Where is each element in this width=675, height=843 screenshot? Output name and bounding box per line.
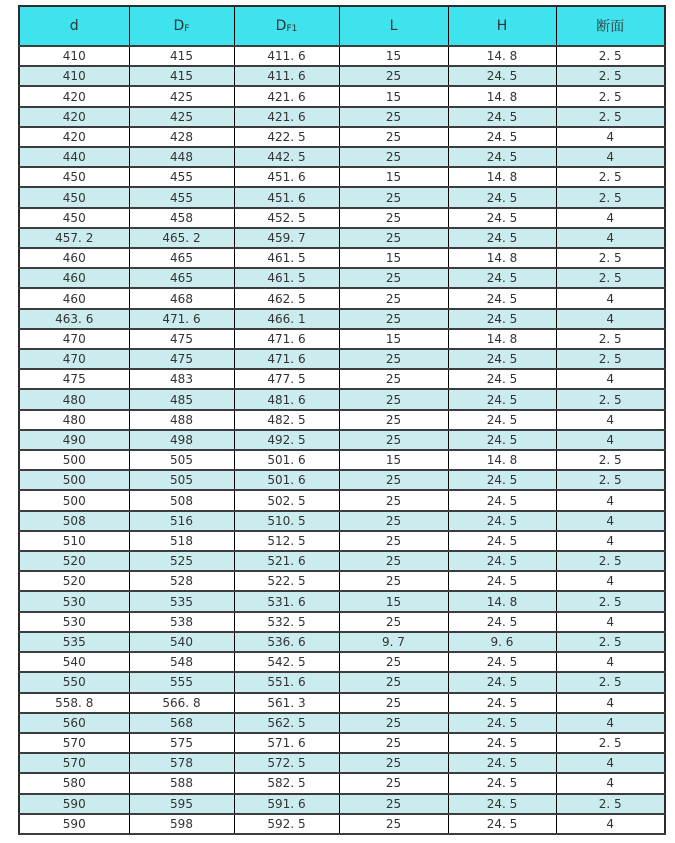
table-row	[19, 127, 665, 147]
table-cell: 535	[129, 591, 234, 611]
table-body	[19, 46, 665, 834]
table-cell: 9. 7	[339, 632, 448, 652]
table-row	[19, 450, 665, 470]
table-cell: 4	[556, 693, 665, 713]
table-cell: 500	[19, 450, 129, 470]
table-cell: 25	[339, 288, 448, 308]
table-cell: 2. 5	[556, 551, 665, 571]
table-cell: 25	[339, 66, 448, 86]
table-cell: 4	[556, 309, 665, 329]
table-cell: 500	[19, 470, 129, 490]
table-cell: 2. 5	[556, 794, 665, 814]
table-cell: 4	[556, 612, 665, 632]
table-row	[19, 248, 665, 268]
table-cell: 566. 8	[129, 693, 234, 713]
table-cell: 451. 6	[234, 187, 339, 207]
table-cell: 415	[129, 66, 234, 86]
table-cell: 4	[556, 511, 665, 531]
table-cell: 482. 5	[234, 410, 339, 430]
table-cell: 24. 5	[448, 814, 556, 834]
column-header-d	[19, 6, 129, 46]
table-cell: 516	[129, 511, 234, 531]
table-cell: 471. 6	[234, 329, 339, 349]
table-row	[19, 268, 665, 288]
column-header-label: D	[173, 18, 185, 34]
column-header-label: D	[275, 18, 287, 34]
table-cell: 505	[129, 470, 234, 490]
table-row	[19, 167, 665, 187]
table-row	[19, 733, 665, 753]
table-cell: 2. 5	[556, 591, 665, 611]
table-cell: 562. 5	[234, 713, 339, 733]
table-cell: 24. 5	[448, 652, 556, 672]
column-header-label: H	[496, 18, 508, 34]
column-header-subscript: F1	[286, 24, 298, 34]
table-row	[19, 208, 665, 228]
table-cell: 455	[129, 167, 234, 187]
table-row	[19, 753, 665, 773]
table-cell: 440	[19, 147, 129, 167]
table-cell: 14. 8	[448, 46, 556, 66]
table-cell: 4	[556, 753, 665, 773]
table-cell: 420	[19, 127, 129, 147]
table-cell: 24. 5	[448, 733, 556, 753]
table-row	[19, 794, 665, 814]
table-cell: 24. 5	[448, 187, 556, 207]
table-row	[19, 693, 665, 713]
table-cell: 570	[19, 753, 129, 773]
table-cell: 25	[339, 794, 448, 814]
table-cell: 2. 5	[556, 66, 665, 86]
table-cell: 25	[339, 187, 448, 207]
table-cell: 465. 2	[129, 228, 234, 248]
table-cell: 25	[339, 107, 448, 127]
table-cell: 582. 5	[234, 773, 339, 793]
table-cell: 25	[339, 713, 448, 733]
table-cell: 9. 6	[448, 632, 556, 652]
table-cell: 450	[19, 208, 129, 228]
table-cell: 25	[339, 127, 448, 147]
table-cell: 2. 5	[556, 187, 665, 207]
table-cell: 24. 5	[448, 208, 556, 228]
table-cell: 598	[129, 814, 234, 834]
table-cell: 521. 6	[234, 551, 339, 571]
table-row	[19, 187, 665, 207]
table-cell: 24. 5	[448, 713, 556, 733]
table-cell: 24. 5	[448, 773, 556, 793]
table-cell: 24. 5	[448, 268, 556, 288]
table-cell: 24. 5	[448, 369, 556, 389]
table-header	[19, 6, 665, 46]
table-cell: 2. 5	[556, 86, 665, 106]
table-row	[19, 470, 665, 490]
table-cell: 4	[556, 430, 665, 450]
table-cell: 4	[556, 814, 665, 834]
table-cell: 470	[19, 349, 129, 369]
table-cell: 465	[129, 268, 234, 288]
table-cell: 24. 5	[448, 147, 556, 167]
table-cell: 561. 3	[234, 693, 339, 713]
table-row	[19, 652, 665, 672]
table-cell: 588	[129, 773, 234, 793]
table-cell: 24. 5	[448, 571, 556, 591]
table-cell: 24. 5	[448, 430, 556, 450]
table-cell: 490	[19, 430, 129, 450]
column-header-df1	[234, 6, 339, 46]
table-cell: 510. 5	[234, 511, 339, 531]
column-header-duanmian	[556, 6, 665, 46]
table-cell: 483	[129, 369, 234, 389]
table-cell: 25	[339, 612, 448, 632]
table-cell: 25	[339, 652, 448, 672]
table-cell: 470	[19, 329, 129, 349]
table-cell: 2. 5	[556, 167, 665, 187]
table-cell: 525	[129, 551, 234, 571]
table-row	[19, 571, 665, 591]
table-cell: 442. 5	[234, 147, 339, 167]
table-cell: 2. 5	[556, 248, 665, 268]
table-cell: 15	[339, 167, 448, 187]
table-cell: 2. 5	[556, 470, 665, 490]
table-cell: 2. 5	[556, 450, 665, 470]
table-cell: 558. 8	[19, 693, 129, 713]
table-cell: 411. 6	[234, 46, 339, 66]
column-header-label: d	[69, 18, 79, 34]
table-row	[19, 531, 665, 551]
table-cell: 461. 5	[234, 248, 339, 268]
table-cell: 25	[339, 410, 448, 430]
table-cell: 4	[556, 571, 665, 591]
table-cell: 481. 6	[234, 389, 339, 409]
table-cell: 4	[556, 773, 665, 793]
table-row	[19, 814, 665, 834]
table-cell: 2. 5	[556, 329, 665, 349]
table-cell: 530	[19, 591, 129, 611]
table-cell: 24. 5	[448, 389, 556, 409]
table-cell: 24. 5	[448, 107, 556, 127]
table-cell: 15	[339, 329, 448, 349]
table-cell: 475	[19, 369, 129, 389]
table-cell: 14. 8	[448, 329, 556, 349]
table-row	[19, 107, 665, 127]
table-cell: 460	[19, 268, 129, 288]
table-cell: 4	[556, 369, 665, 389]
table-cell: 24. 5	[448, 127, 556, 147]
table-cell: 480	[19, 389, 129, 409]
table-cell: 24. 5	[448, 490, 556, 510]
table-cell: 560	[19, 713, 129, 733]
table-cell: 590	[19, 814, 129, 834]
table-row	[19, 369, 665, 389]
table-cell: 14. 8	[448, 591, 556, 611]
table-cell: 4	[556, 652, 665, 672]
table-cell: 485	[129, 389, 234, 409]
table-cell: 25	[339, 389, 448, 409]
table-cell: 535	[19, 632, 129, 652]
table-cell: 528	[129, 571, 234, 591]
table-cell: 518	[129, 531, 234, 551]
table-cell: 24. 5	[448, 511, 556, 531]
table-cell: 488	[129, 410, 234, 430]
table-cell: 572. 5	[234, 753, 339, 773]
table-cell: 2. 5	[556, 349, 665, 369]
table-row	[19, 591, 665, 611]
table-cell: 421. 6	[234, 86, 339, 106]
table-cell: 4	[556, 288, 665, 308]
table-cell: 4	[556, 490, 665, 510]
table-cell: 542. 5	[234, 652, 339, 672]
table-cell: 4	[556, 410, 665, 430]
table-cell: 512. 5	[234, 531, 339, 551]
table-cell: 468	[129, 288, 234, 308]
table-cell: 4	[556, 127, 665, 147]
table-cell: 15	[339, 86, 448, 106]
table-row	[19, 349, 665, 369]
table-cell: 24. 5	[448, 531, 556, 551]
table-cell: 15	[339, 450, 448, 470]
table-cell: 410	[19, 66, 129, 86]
table-cell: 501. 6	[234, 470, 339, 490]
table-cell: 532. 5	[234, 612, 339, 632]
table-cell: 459. 7	[234, 228, 339, 248]
table-cell: 460	[19, 248, 129, 268]
table-cell: 14. 8	[448, 450, 556, 470]
table-row	[19, 410, 665, 430]
table-cell: 2. 5	[556, 632, 665, 652]
table-cell: 4	[556, 713, 665, 733]
table-row	[19, 551, 665, 571]
table-cell: 530	[19, 612, 129, 632]
table-cell: 25	[339, 773, 448, 793]
table-cell: 575	[129, 733, 234, 753]
table-cell: 25	[339, 208, 448, 228]
table-cell: 595	[129, 794, 234, 814]
table-cell: 475	[129, 329, 234, 349]
table-cell: 25	[339, 511, 448, 531]
table-row	[19, 612, 665, 632]
table-cell: 505	[129, 450, 234, 470]
table-cell: 508	[129, 490, 234, 510]
table-row	[19, 66, 665, 86]
table-cell: 450	[19, 167, 129, 187]
table-cell: 25	[339, 490, 448, 510]
header-row	[19, 6, 665, 46]
table-cell: 460	[19, 288, 129, 308]
table-cell: 571. 6	[234, 733, 339, 753]
table-cell: 4	[556, 147, 665, 167]
table-cell: 25	[339, 693, 448, 713]
table-cell: 420	[19, 107, 129, 127]
table-cell: 15	[339, 591, 448, 611]
table-cell: 2. 5	[556, 268, 665, 288]
table-cell: 24. 5	[448, 672, 556, 692]
table-row	[19, 228, 665, 248]
table-cell: 24. 5	[448, 551, 556, 571]
table-cell: 24. 5	[448, 410, 556, 430]
table-cell: 450	[19, 187, 129, 207]
table-cell: 410	[19, 46, 129, 66]
table-cell: 463. 6	[19, 309, 129, 329]
column-header-df	[129, 6, 234, 46]
table-cell: 555	[129, 672, 234, 692]
table-row	[19, 86, 665, 106]
table-cell: 591. 6	[234, 794, 339, 814]
table-cell: 475	[129, 349, 234, 369]
table-cell: 448	[129, 147, 234, 167]
table-row	[19, 672, 665, 692]
table-cell: 2. 5	[556, 733, 665, 753]
table-cell: 25	[339, 753, 448, 773]
table-cell: 25	[339, 571, 448, 591]
table-cell: 510	[19, 531, 129, 551]
dimension-spec-table	[18, 5, 666, 835]
table-cell: 2. 5	[556, 46, 665, 66]
table-cell: 452. 5	[234, 208, 339, 228]
table-cell: 411. 6	[234, 66, 339, 86]
table-cell: 550	[19, 672, 129, 692]
table-cell: 451. 6	[234, 167, 339, 187]
table-row	[19, 490, 665, 510]
table-cell: 500	[19, 490, 129, 510]
table-cell: 25	[339, 551, 448, 571]
table-cell: 536. 6	[234, 632, 339, 652]
table-cell: 458	[129, 208, 234, 228]
table-cell: 25	[339, 349, 448, 369]
table-cell: 14. 8	[448, 248, 556, 268]
table-cell: 578	[129, 753, 234, 773]
table-cell: 498	[129, 430, 234, 450]
column-header-l	[339, 6, 448, 46]
table-cell: 520	[19, 551, 129, 571]
table-cell: 15	[339, 46, 448, 66]
column-header-label: 断面	[596, 19, 625, 35]
column-header-h	[448, 6, 556, 46]
table-row	[19, 329, 665, 349]
table-cell: 538	[129, 612, 234, 632]
table-cell: 551. 6	[234, 672, 339, 692]
table-cell: 25	[339, 672, 448, 692]
table-row	[19, 511, 665, 531]
table-cell: 531. 6	[234, 591, 339, 611]
column-header-subscript: F	[184, 24, 190, 34]
table-cell: 455	[129, 187, 234, 207]
table-cell: 466. 1	[234, 309, 339, 329]
table-row	[19, 147, 665, 167]
table-cell: 540	[19, 652, 129, 672]
table-cell: 580	[19, 773, 129, 793]
table-cell: 421. 6	[234, 107, 339, 127]
table-cell: 592. 5	[234, 814, 339, 834]
table-cell: 4	[556, 208, 665, 228]
table-cell: 25	[339, 470, 448, 490]
table-cell: 508	[19, 511, 129, 531]
table-cell: 24. 5	[448, 693, 556, 713]
table-cell: 520	[19, 571, 129, 591]
table-cell: 480	[19, 410, 129, 430]
table-cell: 548	[129, 652, 234, 672]
table-cell: 24. 5	[448, 309, 556, 329]
table-row	[19, 389, 665, 409]
table-cell: 24. 5	[448, 612, 556, 632]
table-cell: 522. 5	[234, 571, 339, 591]
table-cell: 24. 5	[448, 470, 556, 490]
table-cell: 24. 5	[448, 794, 556, 814]
table-row	[19, 288, 665, 308]
table-cell: 25	[339, 228, 448, 248]
table-cell: 477. 5	[234, 369, 339, 389]
table-cell: 425	[129, 107, 234, 127]
table-row	[19, 773, 665, 793]
table-row	[19, 632, 665, 652]
table-row	[19, 309, 665, 329]
table-cell: 492. 5	[234, 430, 339, 450]
table-cell: 25	[339, 309, 448, 329]
table-cell: 420	[19, 86, 129, 106]
table-cell: 24. 5	[448, 288, 556, 308]
table-cell: 422. 5	[234, 127, 339, 147]
table-cell: 14. 8	[448, 167, 556, 187]
table-cell: 4	[556, 531, 665, 551]
table-cell: 568	[129, 713, 234, 733]
column-header-label: L	[389, 18, 398, 34]
table-cell: 25	[339, 733, 448, 753]
table-cell: 590	[19, 794, 129, 814]
table-row	[19, 46, 665, 66]
table-cell: 428	[129, 127, 234, 147]
table-cell: 4	[556, 228, 665, 248]
table-cell: 24. 5	[448, 753, 556, 773]
table-cell: 2. 5	[556, 672, 665, 692]
table-cell: 425	[129, 86, 234, 106]
table-cell: 24. 5	[448, 349, 556, 369]
table-cell: 24. 5	[448, 66, 556, 86]
table-cell: 25	[339, 531, 448, 551]
table-cell: 25	[339, 268, 448, 288]
table-row	[19, 713, 665, 733]
table-cell: 465	[129, 248, 234, 268]
table-cell: 501. 6	[234, 450, 339, 470]
table-cell: 25	[339, 430, 448, 450]
table-cell: 25	[339, 369, 448, 389]
table-cell: 540	[129, 632, 234, 652]
table-cell: 15	[339, 248, 448, 268]
table-cell: 462. 5	[234, 288, 339, 308]
table-cell: 2. 5	[556, 389, 665, 409]
table-cell: 570	[19, 733, 129, 753]
table-cell: 457. 2	[19, 228, 129, 248]
table-cell: 502. 5	[234, 490, 339, 510]
table-row	[19, 430, 665, 450]
table-cell: 471. 6	[234, 349, 339, 369]
table-cell: 471. 6	[129, 309, 234, 329]
table-cell: 14. 8	[448, 86, 556, 106]
table-cell: 2. 5	[556, 107, 665, 127]
table-cell: 461. 5	[234, 268, 339, 288]
table-cell: 25	[339, 814, 448, 834]
table-cell: 24. 5	[448, 228, 556, 248]
table-cell: 25	[339, 147, 448, 167]
table-cell: 415	[129, 46, 234, 66]
